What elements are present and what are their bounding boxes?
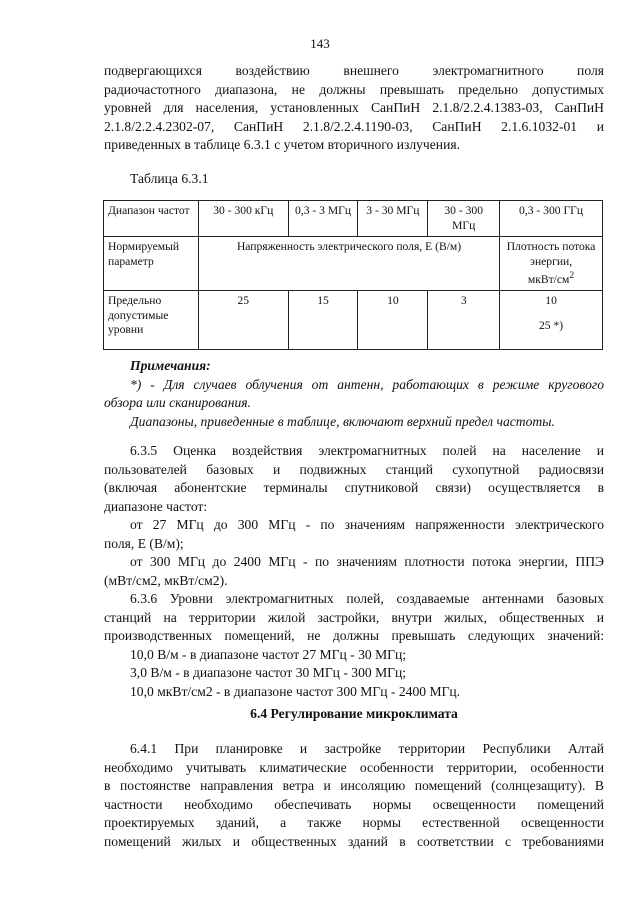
intro-paragraph <box>104 62 604 155</box>
text-line: от 27 МГц до 300 МГц - по значениям напряженности электрического <box>130 517 604 532</box>
text-line: помещений жилых и общественных зданий в соответствии с требованиями <box>104 833 604 849</box>
cell-text: Плотность потока энергии, <box>506 240 596 268</box>
text-line: поля, Е (В/м); <box>104 535 184 551</box>
notes-title: Примечания: <box>130 358 211 373</box>
text-line: станций на территории жилой застройки, внутри жилых, общественных и <box>104 609 604 625</box>
cell-text <box>504 269 598 287</box>
table-cell: 10 <box>358 291 428 350</box>
text-line: 10,0 В/м - в диапазоне частот 27 МГц - 30 МГц; <box>130 646 407 662</box>
text-line: приведенных в таблице 6.3.1 с учетом вторичного излучения. <box>104 137 460 152</box>
row-header-cell: Нормируемый параметр <box>104 237 199 291</box>
flux-unit: мкВт/см <box>527 272 570 286</box>
text-line: частности необходимо обеспечивать нормы освещенности помещений <box>104 796 604 812</box>
table-cell: 25 <box>198 291 288 350</box>
notes-block <box>104 357 604 431</box>
note-line: *) - Для случаев облучения от антенн, работающих в режиме кругового <box>130 376 604 392</box>
flux-unit-superscript: 2 <box>569 270 575 281</box>
text-line: диапазоне частот: <box>104 498 208 514</box>
limits-table <box>103 200 603 350</box>
table-cell: 15 <box>288 291 358 350</box>
page-number: 143 <box>310 36 330 51</box>
table-caption: Таблица 6.3.1 <box>130 171 209 186</box>
table-cell: 3 - 30 МГц <box>358 201 428 237</box>
section-heading: 6.4 Регулирование микроклимата <box>250 706 458 721</box>
table-cell: 30 - 300 МГц <box>428 201 500 237</box>
text-line: необходимо учитывать климатические особенности территории, особенности <box>104 759 604 775</box>
text-line: пользователей базовых и подвижных станций сухопутной радиосвязи <box>104 461 604 477</box>
paragraph-6-3-5 <box>104 442 604 590</box>
cell-text: 25 *) <box>538 318 564 332</box>
note-line: обзора или сканирования. <box>104 395 251 410</box>
text-line: (включая абонентские терминалы спутниковой связи) осуществляется в <box>104 480 604 495</box>
text-line: уровней для населения, установленных СанПиН 2.1.8/2.2.4.1383-03, СанПиН <box>104 100 604 115</box>
table-cell: Напряженность электрического поля, Е (В/м) <box>198 237 499 291</box>
text-line: от 300 МГц до 2400 МГц - по значениям плотности потока энергии, ППЭ <box>130 554 604 569</box>
table-cell: 0,3 - 3 МГц <box>288 201 358 237</box>
table-cell <box>500 291 603 350</box>
table-cell: 0,3 - 300 ГГц <box>500 201 603 237</box>
row-header-cell: Диапазон частот <box>104 201 199 237</box>
table-row <box>104 237 603 291</box>
table-row <box>104 291 603 350</box>
table-row <box>104 201 603 237</box>
text-line: 10,0 мкВт/см2 - в диапазоне частот 300 МГц - 2400 МГц. <box>130 683 461 699</box>
text-line: проектируемых зданий, а также нормы естественной освещенности <box>104 815 604 830</box>
text-line: 6.4.1 При планировке и застройке территории Республики Алтай <box>130 741 604 756</box>
table-cell: 30 - 300 кГц <box>198 201 288 237</box>
cell-text: 10 <box>545 294 557 308</box>
note-line: Диапазоны, приведенные в таблице, включают верхний предел частоты. <box>130 413 555 429</box>
text-line: производственных помещений, не должны превышать следующих значений: <box>104 628 604 643</box>
text-line: (мВт/см2, мкВт/см2). <box>104 572 228 588</box>
text-line: 6.3.6 Уровни электромагнитных полей, создаваемые антеннами базовых <box>130 591 604 606</box>
text-line: подвергающихся воздействию внешнего электромагнитного поля <box>104 63 604 78</box>
text-line: радиочастотного диапазона, не должны превышать предельно допустимых <box>104 81 604 97</box>
text-line: 3,0 В/м - в диапазоне частот 30 МГц - 300 МГц; <box>130 665 407 680</box>
text-line: в постоянстве направления ветра и инсоляцию помещений (солнцезащиту). В <box>104 778 604 793</box>
text-line: 6.3.5 Оценка воздействия электромагнитных полей на население и <box>130 443 604 458</box>
paragraph-6-4-1 <box>104 740 604 851</box>
table-cell: 3 <box>428 291 500 350</box>
text-line: 2.1.8/2.2.4.2302-07, СанПиН 2.1.8/2.2.4.1190-03, СанПиН 2.1.6.1032-01 и <box>104 118 604 134</box>
paragraph-6-3-6 <box>104 590 604 701</box>
table-cell <box>500 237 603 291</box>
row-header-cell: Предельно допустимые уровни <box>104 291 199 350</box>
